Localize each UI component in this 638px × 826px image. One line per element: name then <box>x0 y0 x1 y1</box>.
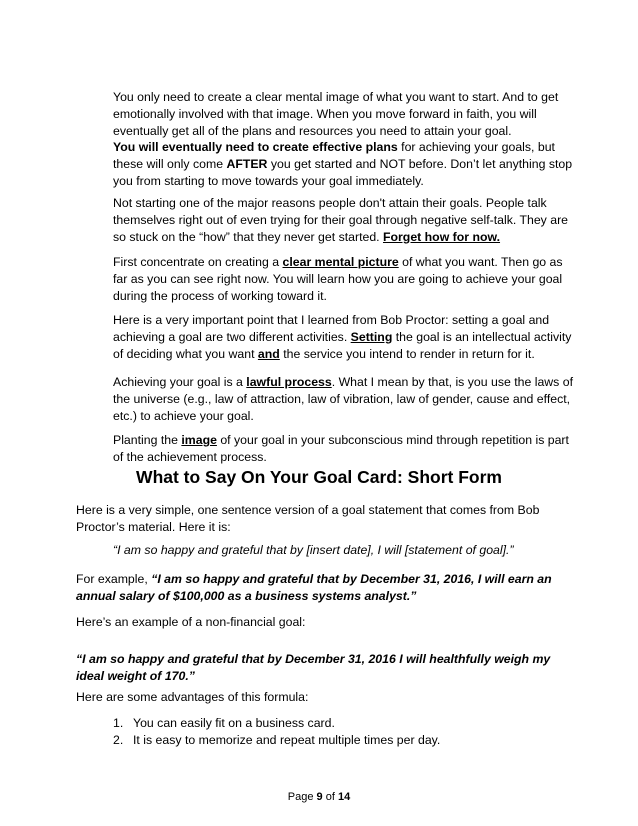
paragraph-non-financial-intro: Here’s an example of a non-financial goal: <box>76 615 306 629</box>
paragraph-clear-mental-image: You only need to create a clear mental image of what you want to start. And to get emotionally involved with that image. When you move forward in faith, you will eventually get all of the plans and resources you need to attain your goal. <box>113 90 559 138</box>
bold-underlined-text: Setting <box>350 330 393 344</box>
list-number: 1. <box>113 716 124 730</box>
section-heading: What to Say On Your Goal Card: Short Form <box>136 467 502 487</box>
list-text: It is easy to memorize and repeat multiple times per day. <box>133 733 441 747</box>
paragraph-first-concentrate <box>113 254 573 305</box>
bold-underlined-text: lawful process <box>246 375 332 389</box>
text-run: of what you want. Then go as far as you can see right now. You will learn how you are going to achieve your goal during the process of working toward it. <box>113 255 563 303</box>
footer-text: Page <box>287 791 317 803</box>
text-run: the goal is an intellectual activity of deciding what you want <box>113 330 572 361</box>
paragraph-advantages-intro: Here are some advantages of this formula: <box>76 690 309 704</box>
paragraph-bob-proctor-point <box>113 312 573 363</box>
text-run: Not starting one of the major reasons people don't attain their goals. People talk themselves right out of even trying for their goal through negative self-talk. They are so stuck on the “how” that they never get started. <box>113 196 569 244</box>
paragraph-not-starting <box>113 195 573 246</box>
text-run: Planting the <box>113 433 182 447</box>
list-item <box>113 732 573 749</box>
list-item <box>113 715 573 732</box>
total-page-number: 14 <box>337 791 351 803</box>
paragraph-lawful-process <box>113 374 573 425</box>
bold-italic-quote: “I am so happy and grateful that by December 31, 2016, I will earn an annual salary of $100,000 as a business systems analyst.” <box>76 572 552 603</box>
bold-underlined-text: and <box>257 347 280 361</box>
page-footer <box>0 790 638 804</box>
non-financial-goal-quote: “I am so happy and grateful that by December 31, 2016 I will healthfully weigh my ideal weight of 170.” <box>76 652 551 683</box>
bold-underlined-text: image <box>181 433 217 447</box>
text-run: the service you intend to render in return for it. <box>279 347 535 361</box>
list-number: 2. <box>113 733 124 747</box>
text-run: for achieving your goals, but these will only come <box>113 140 555 171</box>
bold-text: AFTER <box>226 157 268 171</box>
text-run: . What I mean by that, is you use the laws of the universe (e.g., law of attraction, law of vibration, law of gender, cause and effect, etc.) to achieve your goal. <box>113 375 574 423</box>
list-text: You can easily fit on a business card. <box>133 716 335 730</box>
paragraph-effective-plans <box>113 139 573 190</box>
text-run: First concentrate on creating a <box>113 255 283 269</box>
advantages-list <box>113 715 573 749</box>
text-run: you get started and NOT before. Don’t let anything stop you from starting to move towards your goal immediately. <box>113 157 573 188</box>
paragraph-financial-example <box>76 571 576 605</box>
paragraph-planting-image <box>113 432 573 466</box>
bold-underlined-text: Forget how for now. <box>383 230 501 244</box>
paragraph-simple-version: Here is a very simple, one sentence version of a goal statement that comes from Bob Proctor’s material. Here it is: <box>76 503 540 534</box>
bold-underlined-text: clear mental picture <box>282 255 399 269</box>
goal-template-quote: “I am so happy and grateful that by [insert date], I will [statement of goal].” <box>113 543 514 557</box>
current-page-number: 9 <box>316 791 323 803</box>
text-run: Achieving your goal is a <box>113 375 247 389</box>
text-run: Here is a very important point that I learned from Bob Proctor: setting a goal and achieving a goal are two different activities. <box>113 313 550 344</box>
bold-text: You will eventually need to create effective plans <box>113 140 398 154</box>
text-run: of your goal in your subconscious mind through repetition is part of the achievement process. <box>113 433 569 464</box>
text-run: For example, <box>76 572 152 586</box>
footer-text: of <box>322 791 338 803</box>
